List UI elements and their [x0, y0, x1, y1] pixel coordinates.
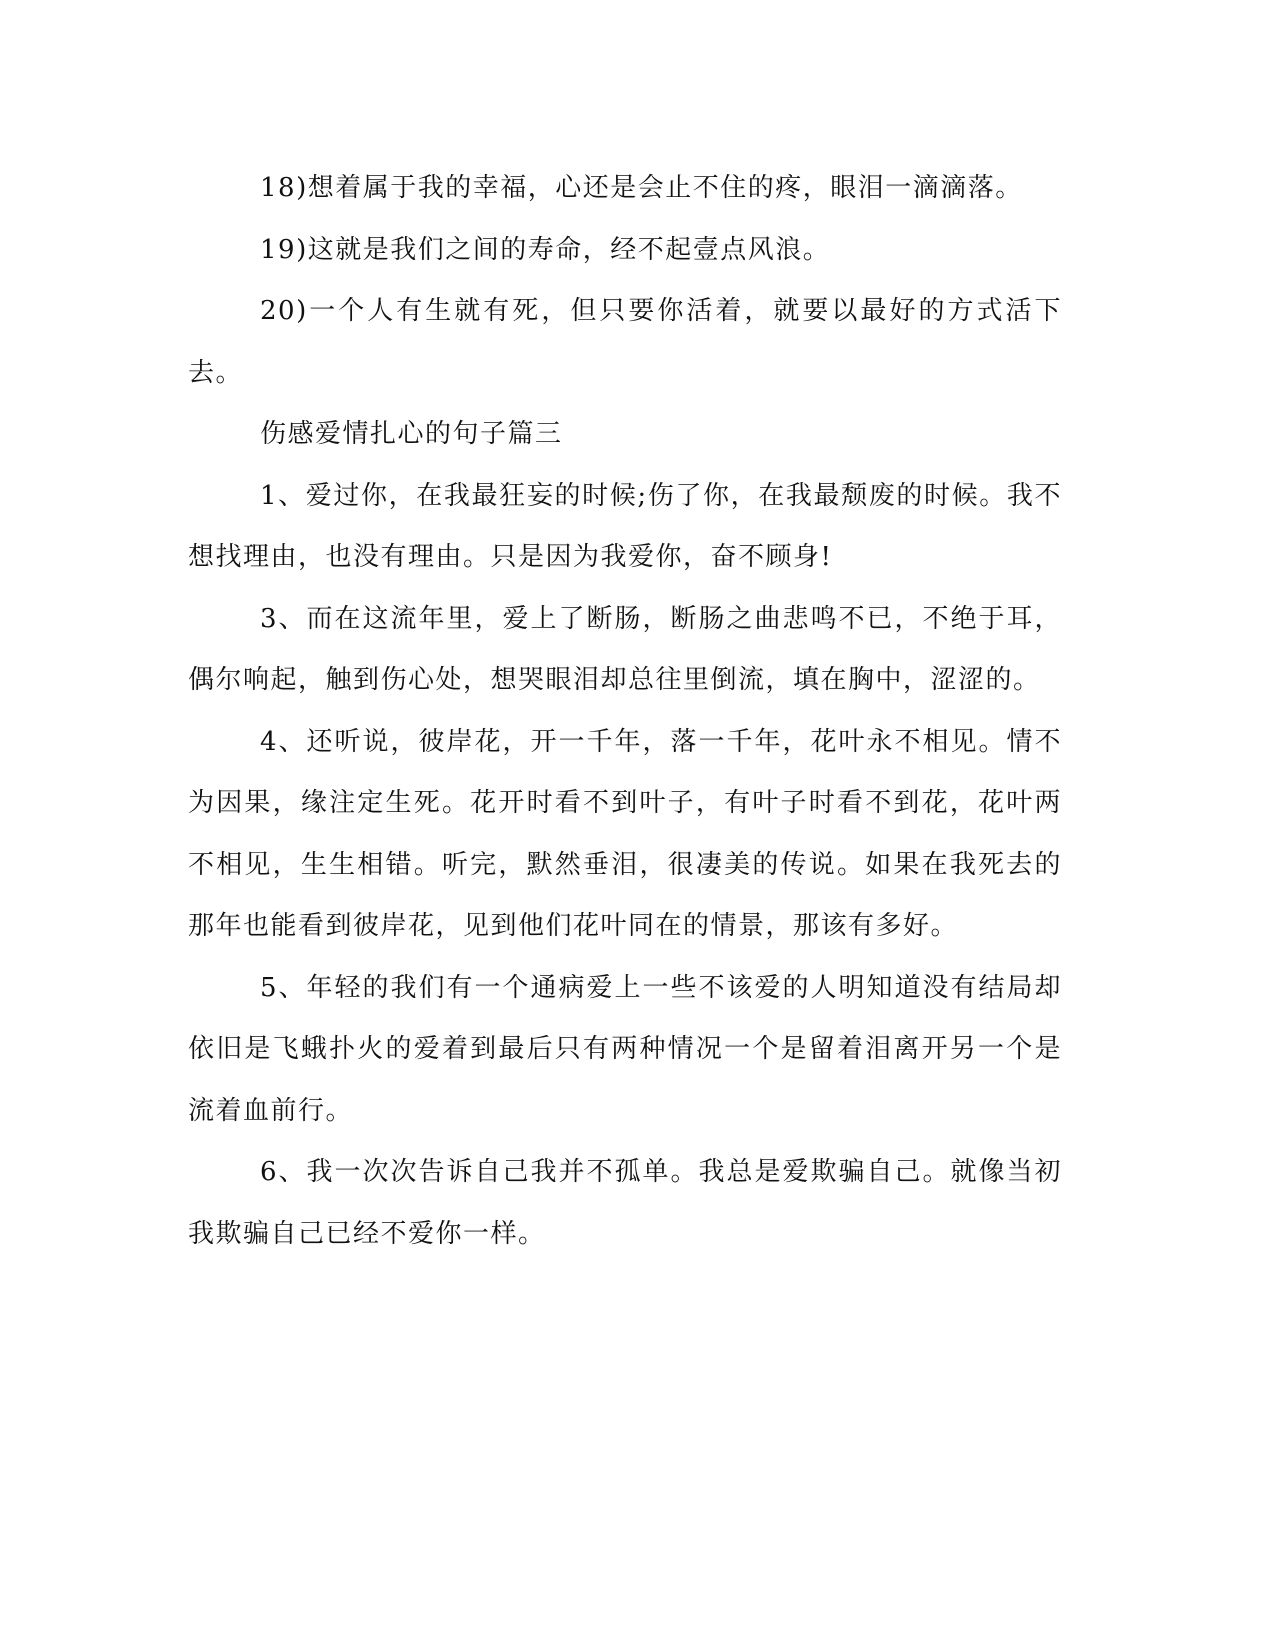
document-body — [188, 158, 1062, 1265]
section-heading: 伤感爱情扎心的句子篇三 — [260, 419, 563, 449]
paragraph-19: 19)这就是我们之间的寿命，经不起壹点风浪。 — [260, 234, 831, 265]
paragraph-20: 20)一个人有生就有死，但只要你活着，就要以最好的方式活下去。 — [188, 296, 1062, 388]
paragraph-18: 18)想着属于我的幸福，心还是会止不住的疼，眼泪一滴滴落。 — [260, 173, 1023, 203]
paragraph-4: 4、还听说，彼岸花，开一千年，落一千年，花叶永不相见。情不为因果，缘注定生死。花开时看不到叶子，有叶子时看不到花，花叶两不相见，生生相错。听完，默然垂泪，很凄美的传说。如果在我死去的那年也能看到彼岸花，见到他们花叶同在的情景，那该有多好。 — [188, 726, 1062, 941]
paragraph-3: 3、而在这流年里，爱上了断肠，断肠之曲悲鸣不已，不绝于耳，偶尔响起，触到伤心处，想哭眼泪却总往里倒流，填在胸中，涩涩的。 — [188, 603, 1062, 695]
paragraph-6: 6、我一次次告诉自己我并不孤单。我总是爱欺骗自己。就像当初我欺骗自己已经不爱你一样。 — [188, 1157, 1062, 1249]
paragraph-1: 1、爱过你，在我最狂妄的时候;伤了你，在我最颓废的时候。我不想找理由，也没有理由。只是因为我爱你，奋不顾身! — [188, 480, 1062, 572]
paragraph-5: 5、年轻的我们有一个通病爱上一些不该爱的人明知道没有结局却依旧是飞蛾扑火的爱着到最后只有两种情况一个是留着泪离开另一个是流着血前行。 — [188, 972, 1062, 1126]
